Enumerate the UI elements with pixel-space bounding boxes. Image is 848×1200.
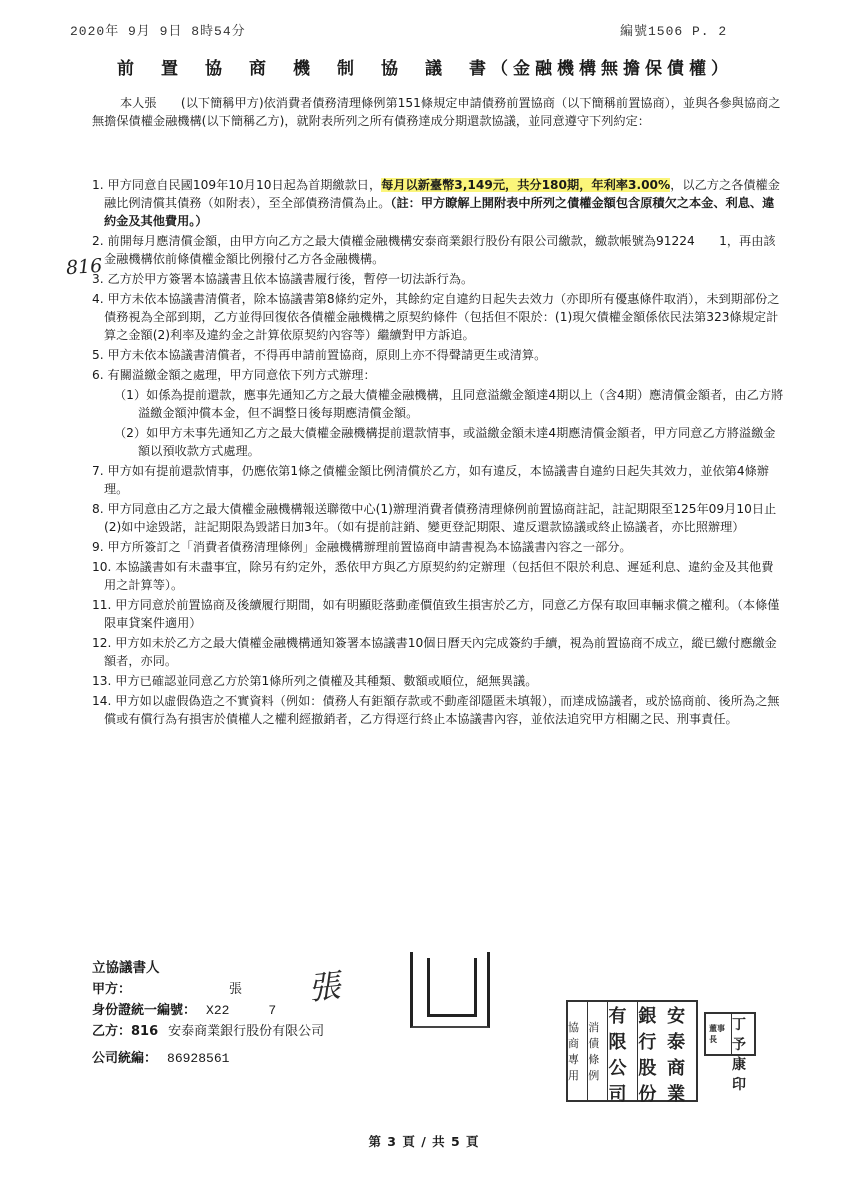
signature-block [92, 958, 432, 1069]
bank-seal-col-4: 消債條例 [587, 1002, 607, 1100]
company-no-row [92, 1048, 432, 1069]
id-row [92, 1000, 432, 1021]
document-title: 前 置 協 商 機 制 協 議 書（金融機構無擔保債權） [117, 59, 733, 79]
clause-11: 11. 甲方同意於前置協商及後續履行期間，如有明顯貶落動產價值致生損害於乙方，同意乙方保有取回車輛求償之權利。（本條僅限車貸案件適用） [92, 598, 780, 630]
party-a-label: 甲方： [92, 982, 132, 997]
clause-3: 3. 乙方於甲方簽署本協議書且依本協議書履行後，暫停一切法訴行為。 [92, 272, 474, 286]
rep-seal-name: 丁予康印 [732, 1017, 746, 1093]
id-label: 身份證統一編號： [92, 1003, 197, 1018]
bank-seal-col-2: 銀行股份 [637, 1002, 667, 1100]
clause-5: 5. 甲方未依本協議書清償者，不得再申請前置協商，原則上亦不得聲請更生或清算。 [92, 348, 547, 362]
party-b-row [92, 1021, 432, 1042]
clauses-list [92, 176, 784, 730]
fax-header-datetime: 2020年 9月 9日 8時54分 [70, 24, 246, 39]
id-value: X22 7 [206, 1003, 277, 1018]
clause-9: 9. 甲方所簽訂之「消費者債務清理條例」金融機構辦理前置協商申請書視為本協議書內容之一部分。 [92, 540, 632, 554]
clause-4: 4. 甲方未依本協議書清償者，除本協議書第8條約定外，其餘約定自違約日起失去效力（亦即所有優惠條件取消），未到期部份之債務視為全部到期，乙方並得回復依各債權金融機構之原契約條件（包括但不限於：(1)現欠債權金額係依民法第323條規定計算之金額(2)利率及違約金之計算依原契約內容等）繼續對甲方訴追。 [92, 292, 780, 342]
personal-seal-stamp [410, 952, 490, 1028]
bank-seal-col-3: 有限公司 [607, 1002, 637, 1100]
party-a-row [92, 979, 432, 1000]
clause-2: 2. 前開每月應清償金額，由甲方向乙方之最大債權金融機構安泰商業銀行股份有限公司繳款，繳款帳號為91224 1，再由該金融機構依前條債權金額比例撥付乙方各金融機構。 [92, 234, 776, 266]
handwritten-signature: 張 [306, 966, 343, 1008]
clause-1 [92, 176, 784, 230]
party-a-name: 張 [229, 982, 243, 997]
handwritten-margin-note: 816 [65, 254, 103, 280]
representative-seal [704, 1012, 756, 1093]
personal-seal-inner [427, 958, 477, 1017]
page-footer: 第 3 頁 / 共 5 頁 [368, 1134, 480, 1149]
company-no-label: 公司統編： [92, 1051, 158, 1066]
clause-10: 10. 本協議書如有未盡事宜，除另有約定外，悉依甲方與乙方原契約約定辦理（包括但不限於利息、遲延利息、違約金及其他費用之計算等）。 [92, 560, 774, 592]
clause-7: 7. 甲方如有提前還款情事，仍應依第1條之債權金額比例清償於乙方，如有違反，本協議書自違約日起失其效力，並依第4條辦理。 [92, 464, 769, 496]
clause-1-lead: 1. 甲方同意自民國109年10月10日起為首期繳款日， [92, 178, 382, 192]
clause-1-highlight: 每月以新臺幣3,149元，共分180期，年利率3.00% [381, 178, 671, 192]
party-b-label: 乙方：816 [92, 1024, 159, 1039]
clause-6-sub-1: （1）如係為提前還款，應事先通知乙方之最大債權金融機構，且同意溢繳金額達4期以上（含4期）應清償金額者，由乙方將溢繳金額沖償本金，但不調整日後每期應清償金額。 [114, 388, 784, 420]
clause-6: 6. 有關溢繳金額之處理，甲方同意依下列方式辦理： [92, 368, 376, 382]
clause-1-note: （註：甲方瞭解上開附表中所列之債權金額包含原積欠之本金、利息、違約金及其他費用。） [104, 196, 775, 228]
clause-13: 13. 甲方已確認並同意乙方於第1條所列之債權及其種類、數額或順位，絕無異議。 [92, 674, 538, 688]
bank-company-seal [566, 1000, 698, 1105]
fax-header-page: 編號1506 P. 2 [620, 24, 728, 39]
rep-seal-title: 董事長 [709, 1014, 732, 1054]
clause-6-sub-2: （2）如甲方未事先通知乙方之最大債權金融機構提前還款情事，或溢繳金額未達4期應清償金額者，甲方同意乙方將溢繳金額以預收款方式處理。 [114, 426, 776, 458]
party-b-name: 安泰商業銀行股份有限公司 [168, 1024, 325, 1039]
clause-12: 12. 甲方如未於乙方之最大債權金融機構通知簽署本協議書10個日曆天內完成簽約手續，視為前置協商不成立，縱已繳付應繳金額者，亦同。 [92, 636, 777, 668]
signature-heading: 立協議書人 [92, 960, 160, 976]
clause-8: 8. 甲方同意由乙方之最大債權金融機構報送聯徵中心(1)辦理消費者債務清理條例前置協商註記，註記期限至125年09月10日止(2)如中途毀諾，註記期限為毀諾日加3年。（如有提前註銷、變更登記期限、違反還款協議或終止協議者，亦比照辦理） [92, 502, 777, 534]
preamble-paragraph: 本人張 (以下簡稱甲方)依消費者債務清理條例第151條規定申請債務前置協商（以下簡稱前置協商），並與各參與協商之無擔保債權金融機構(以下簡稱乙方)，就附表所列之所有債務達成分期還款協議，並同意遵守下列約定： [92, 96, 781, 128]
clause-1-tail: ，以乙方之各債權金融比例清償其債務（如附表），至全部債務清償為止。 [104, 178, 780, 210]
bank-seal-col-1: 安泰商業 [667, 1006, 686, 1105]
company-no-value: 86928561 [167, 1051, 230, 1066]
clause-14: 14. 甲方如以虛假偽造之不實資料（例如：債務人有鉅額存款或不動產卻隱匿未填報），而達成協議者，或於協商前、後所為之無償或有償行為有損害於債權人之權利經撤銷者，乙方得逕行終止本協議書內容，並依法追究甲方相關之民、刑事責任。 [92, 694, 780, 726]
bank-seal-col-5: 協商專用 [568, 1021, 579, 1082]
